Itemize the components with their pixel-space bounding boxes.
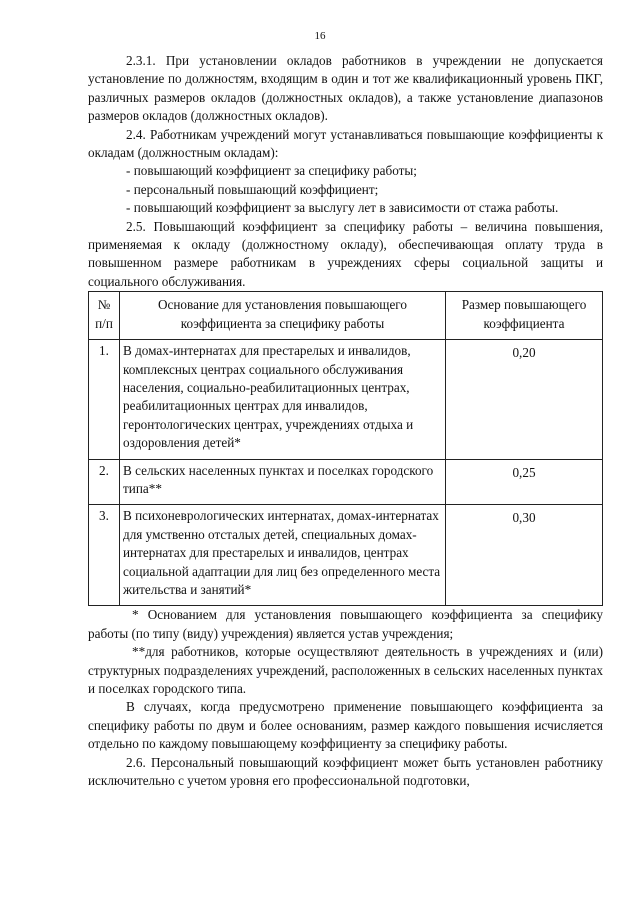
table-row — [89, 340, 603, 459]
list-item: - повышающий коэффициент за выслугу лет в зависимости от стажа работы. — [126, 200, 559, 216]
document-body — [88, 52, 603, 790]
paragraph-2-6: 2.6. Персональный повышающий коэффициент может быть установлен работнику исключительно с учетом уровня его профессиональной подготовки, — [88, 754, 603, 789]
paragraph-2-5: 2.5. Повышающий коэффициент за специфику работы – величина повышения, применяемая к окладу (должностному окладу), обеспечивающая оплату труда в повышенном размере работникам в учреждениях сферы социальной защиты и социального обслуживания. — [88, 218, 603, 289]
row-basis: В сельских населенных пунктах и поселках городского типа** — [120, 459, 446, 505]
row-basis: В домах-интернатах для престарелых и инвалидов, комплексных центрах социального обслуживания населения, социально-реабилитационных центрах, реабилитационных центрах для инвалидов, геронтологических центрах, учреждениях отдыха и оздоровления детей* — [120, 340, 446, 459]
list-item: - повышающий коэффициент за специфику работы; — [126, 163, 417, 179]
row-value: 0,30 — [446, 505, 603, 606]
row-value: 0,25 — [446, 459, 603, 505]
list-item: - персональный повышающий коэффициент; — [126, 181, 379, 197]
footnote-2: **для работников, которые осуществляют деятельность в учреждениях и (или) структурных подразделениях учреждений, расположенных в сельских населенных пунктах и поселках городского типа. — [88, 644, 603, 696]
row-number: 2. — [89, 459, 120, 505]
table-row — [89, 459, 603, 505]
row-number: 1. — [89, 340, 120, 459]
row-value: 0,20 — [446, 340, 603, 459]
row-basis: В психоневрологических интернатах, домах-интернатах для умственно отсталых детей, специальных домах-интернатах для престарелых и инвалидов, центрах социальной адаптации для лиц без определенного места жительства и занятий* — [120, 505, 446, 606]
header-basis: Основание для установления повышающего коэффициента за специфику работы — [120, 292, 446, 340]
paragraph-cases: В случаях, когда предусмотрено применение повышающего коэффициента за специфику работы по двум и более основаниям, размер каждого повышения исчисляется отдельно по каждому повышающему коэффициенту за специфику работы. — [88, 699, 603, 752]
paragraph-2-4: 2.4. Работникам учреждений могут устанавливаться повышающие коэффициенты к окладам (должностным окладам): — [88, 126, 603, 161]
header-value: Размер повышающего коэффициента — [446, 292, 603, 340]
coefficient-table — [88, 291, 603, 606]
footnote-1: * Основанием для установления повышающего коэффициента за специфику работы (по типу (виду) учреждения) является устав учреждения; — [88, 607, 603, 641]
page-number: 16 — [314, 30, 326, 42]
row-number: 3. — [89, 505, 120, 606]
header-number: № п/п — [89, 292, 120, 340]
table-header-row — [89, 292, 603, 340]
paragraph-2-3-1: 2.3.1. При установлении окладов работников в учреждении не допускается установление по должностям, входящим в один и тот же квалификационный уровень ПКГ, различных размеров окладов (должностных окладов), а также установление диапазонов размеров окладов (должностных окладов). — [88, 53, 603, 124]
table-row — [89, 505, 603, 606]
